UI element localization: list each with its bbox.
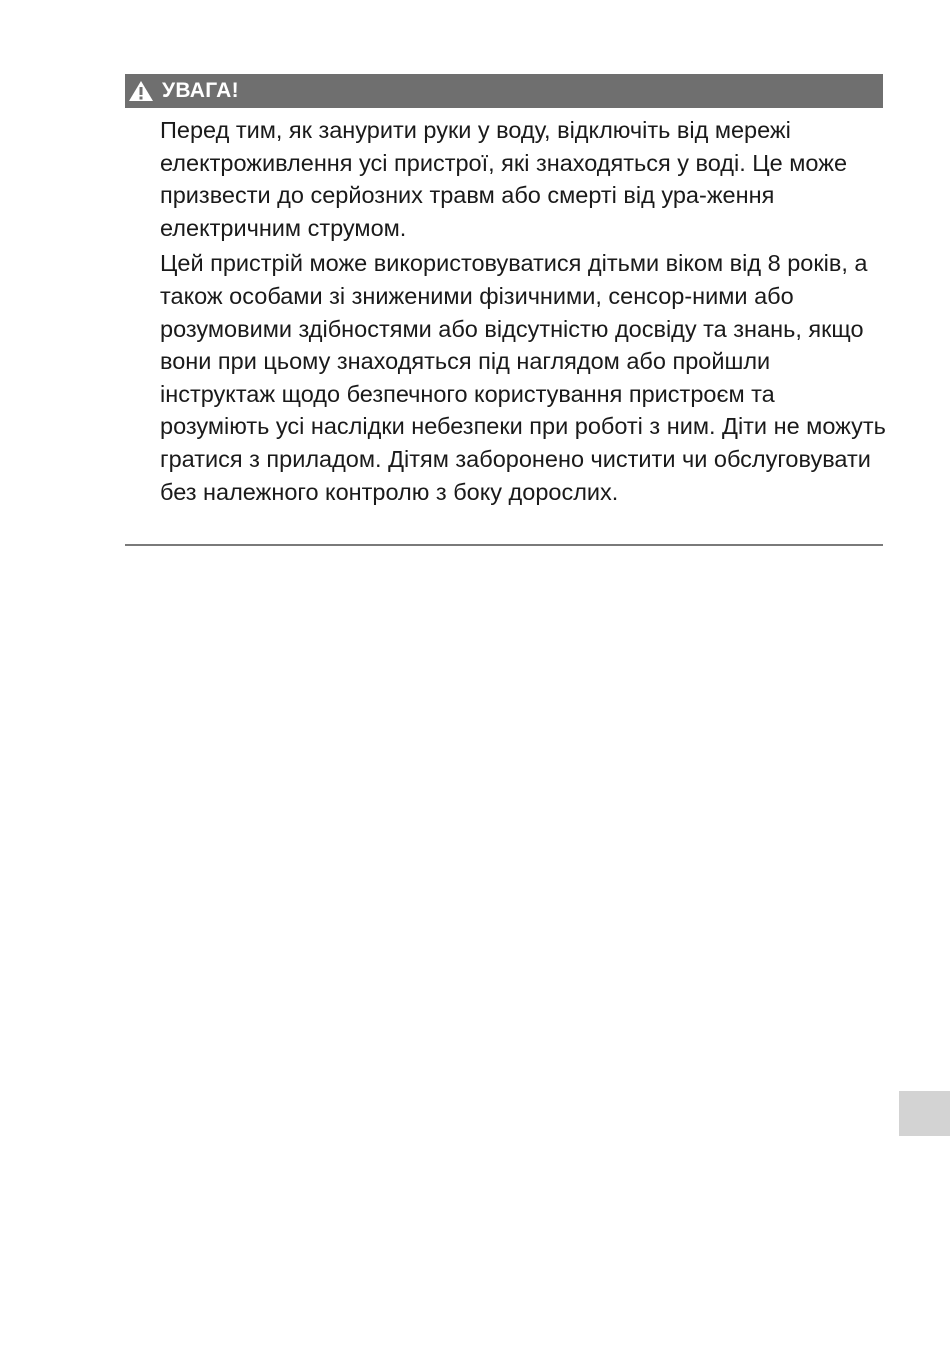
section-divider (125, 544, 883, 546)
warning-header (125, 74, 883, 108)
page-side-tab (899, 1091, 950, 1136)
warning-body (160, 114, 890, 511)
warning-paragraph-children: Цей пристрій може використовуватися дітьми віком від 8 років, а також особами зі зниженими фізичними, сенсор-ними або розумовими здібностями або відсутністю досвіду та знань, якщо вони при цьому знаходяться під наглядом або пройшли інструктаж щодо безпечного користування пристроєм та розуміють усі наслідки небезпеки при роботі з ним. Діти не можуть гратися з приладом. Дітям заборонено чистити чи обслуговувати без належного контролю з боку дорослих. (160, 250, 886, 505)
warning-title: УВАГА! (162, 79, 239, 102)
warning-paragraph-electric: Перед тим, як занурити руки у воду, відключіть від мережі електроживлення усі пристрої, які знаходяться у воді. Це може призвести до серйозних травм або смерті від ура-ження електричним струмом. (160, 117, 848, 241)
warning-triangle-icon (128, 80, 154, 102)
